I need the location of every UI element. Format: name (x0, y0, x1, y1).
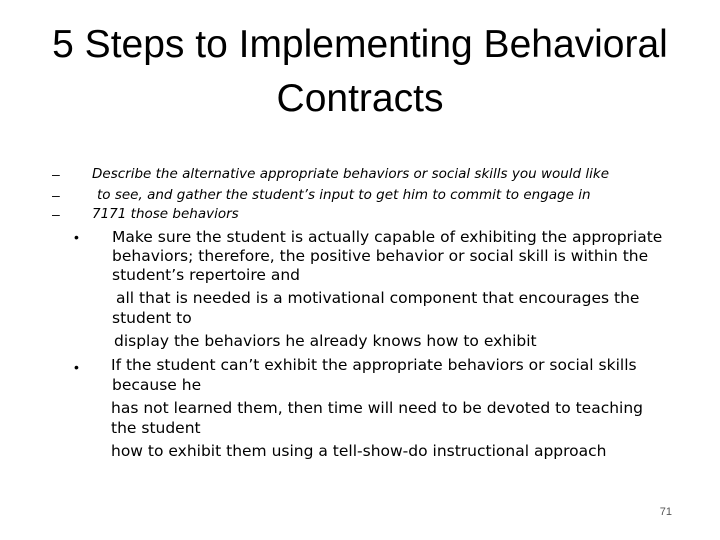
dash-marker: – (52, 206, 60, 222)
title-line-2: Contracts (276, 77, 444, 120)
dash-item-text: Describe the alternative appropriate behaviors or social skills you would like (92, 166, 610, 182)
bullet-text-line: display the behaviors he already knows how to exhibit (114, 332, 537, 350)
bullet-text-line: the student (111, 419, 201, 437)
bullet-marker: • (74, 229, 79, 245)
slide-title (0, 18, 720, 126)
dash-marker: – (52, 187, 60, 203)
title-line-1: 5 Steps to Implementing Behavioral (52, 23, 668, 66)
bullet-text-line: behaviors; therefore, the positive behavior or social skill is within the (112, 247, 649, 265)
bullet-text-line: student’s repertoire and (112, 266, 301, 284)
bullet-text-line: Make sure the student is actually capable of exhibiting the appropriate (112, 228, 663, 246)
bullet-marker: • (74, 359, 79, 375)
dash-item-text: to see, and gather the student’s input to get him to commit to engage in (97, 187, 591, 203)
bullet-text-line: student to (112, 309, 192, 327)
bullet-text-line: If the student can’t exhibit the appropriate behaviors or social skills (111, 356, 637, 374)
bullet-text-line: how to exhibit them using a tell-show-do instructional approach (111, 442, 607, 460)
dash-marker: – (52, 166, 60, 182)
bullet-text-line: all that is needed is a motivational component that encourages the (116, 289, 640, 307)
dash-item-text: 7171 those behaviors (92, 206, 239, 222)
page-number: 71 (659, 506, 672, 518)
bullet-text-line: has not learned them, then time will need to be devoted to teaching (111, 399, 644, 417)
bullet-text-line: because he (112, 376, 202, 394)
